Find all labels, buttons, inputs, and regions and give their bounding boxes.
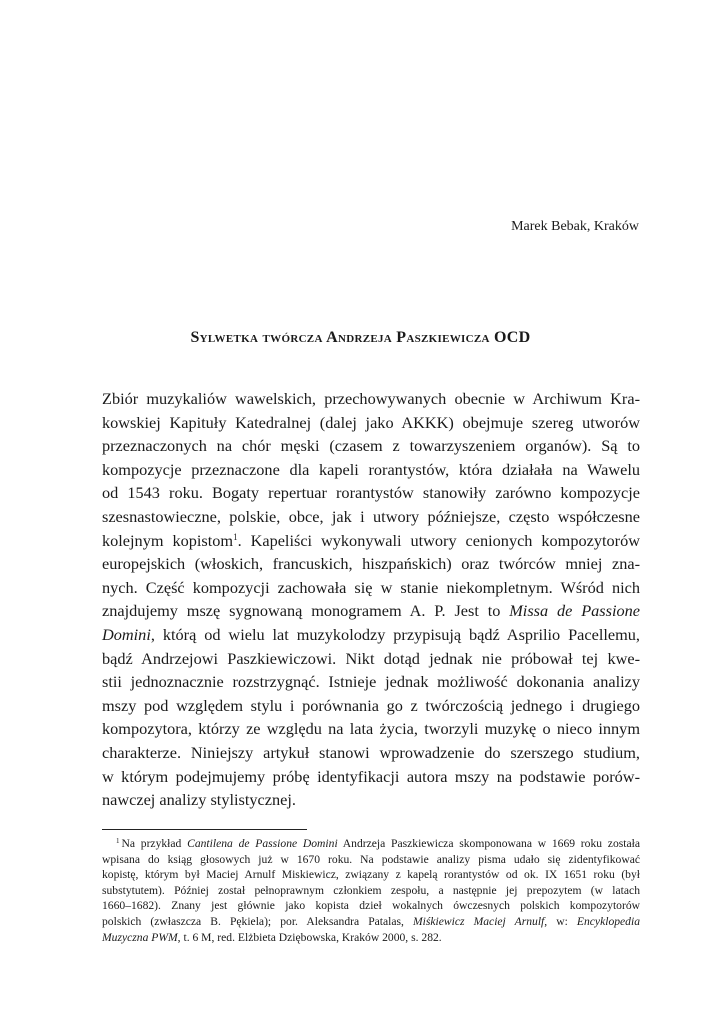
footnote-line: kopistę, którym był Maciej Arnulf Miskiewicz, związany z kapelą rorantystów od ok. IX 1651 roku (był	[102, 868, 640, 882]
text-run: Na przykład	[121, 837, 188, 850]
footnote-ref[interactable]: 1	[233, 531, 238, 542]
footnote-line	[102, 914, 640, 930]
work-title: Encyklopedia	[576, 914, 640, 928]
text-run: , t. 6 M, red. Elżbieta Dziębowska, Kraków 2000, s. 282.	[177, 930, 442, 944]
work-title: Domini	[102, 624, 151, 644]
work-title: Missa de Passione	[509, 601, 640, 621]
body-line: kowskiej Kapituły Katedralnej (dalej jako AKKK) obejmuje szereg utworów	[102, 412, 640, 432]
footnote-line: substytutem). Później został pełnoprawnym członkiem zespołu, a następnie jej prepozytem (w latach	[102, 883, 640, 897]
body-line: przeznaczonych na chór męski (czasem z towarzyszeniem organów). Są to	[102, 436, 640, 456]
body-line	[102, 623, 640, 647]
article-title: Sylwetka twórcza Andrzeja Paszkiewicza OCD	[190, 329, 531, 346]
footnote-line: wpisana do ksiąg głosowych już w 1670 roku. Na podstawie analizy pisma udało się zidentyfikować	[102, 852, 640, 866]
body-line: Zbiór muzykaliów wawelskich, przechowywanych obecnie w Archiwum Kra-	[102, 389, 640, 408]
footnote-mark: 1	[116, 837, 120, 845]
footnote-line	[102, 930, 640, 946]
footnote-line: 1660–1682). Znany jest głównie jako kopista dzieł wokalnych ówczesnych polskich kompozytorów	[102, 899, 640, 913]
body-line: nych. Część kompozycji zachowała się w stanie niekompletnym. Wśród nich	[102, 577, 640, 597]
footnote-divider	[102, 829, 307, 830]
footnote	[102, 836, 640, 945]
body-line: mszy pod względem stylu i porównania go z twórczością jednego i drugiego	[102, 695, 640, 715]
body-line: stii jednoznacznie rozstrzygnąć. Istnieje jednak możliwość dokonania analizy	[102, 672, 640, 692]
body-line	[102, 529, 640, 553]
body-line: kompozycje przeznaczone dla kapeli rorantystów, która działała na Wawelu	[102, 459, 640, 479]
work-title: Cantilena de Passione Domini	[187, 837, 338, 850]
body-line: charakterze. Niniejszy artykuł stanowi wprowadzenie do szerszego studium,	[102, 742, 640, 762]
work-title: Muzyczna PWM	[102, 930, 178, 944]
body-paragraph	[102, 387, 640, 812]
body-line	[102, 599, 640, 623]
body-line: bądź Andrzejowi Paszkiewiczowi. Nikt dotąd jednak nie próbował tej kwe-	[102, 648, 640, 668]
text-run: kolejnym kopistom	[102, 530, 234, 550]
body-line: nawczej analizy stylistycznej.	[102, 790, 296, 810]
text-run: , którą od wielu lat muzykolodzy przypisują bądź Asprilio Pacellemu,	[150, 624, 640, 644]
body-line: w którym podejmujemy próbę identyfikacji autora mszy na podstawie porów-	[102, 766, 640, 786]
author-line: Marek Bebak, Kraków	[511, 219, 639, 234]
text-run: . Kapeliści wykonywali utwory cenionych kompozytorów	[237, 530, 640, 550]
text-run: polskich (zwłaszcza B. Pękiela); por. Aleksandra Patalas,	[102, 914, 414, 928]
text-run: , w:	[544, 914, 577, 928]
text-run: znajdujemy mszę sygnowaną monogramem A. P. Jest to	[102, 601, 510, 621]
body-line: szesnastowieczne, polskie, obce, jak i utwory późniejsze, często współczesne	[102, 506, 640, 526]
body-line: europejskich (włoskich, francuskich, hiszpańskich) oraz twórców mniej zna-	[102, 554, 640, 574]
body-line: kompozytora, którzy ze względu na lata życia, tworzyli muzykę o nieco innym	[102, 719, 640, 739]
body-line: od 1543 roku. Bogaty repertuar rorantystów stanowiły zarówno kompozycje	[102, 483, 640, 503]
text-run: Andrzeja Paszkiewicza skomponowana w 1669 roku została	[337, 837, 640, 850]
footnote-line	[102, 836, 640, 852]
work-title: Miśkiewicz Maciej Arnulf	[413, 914, 545, 928]
